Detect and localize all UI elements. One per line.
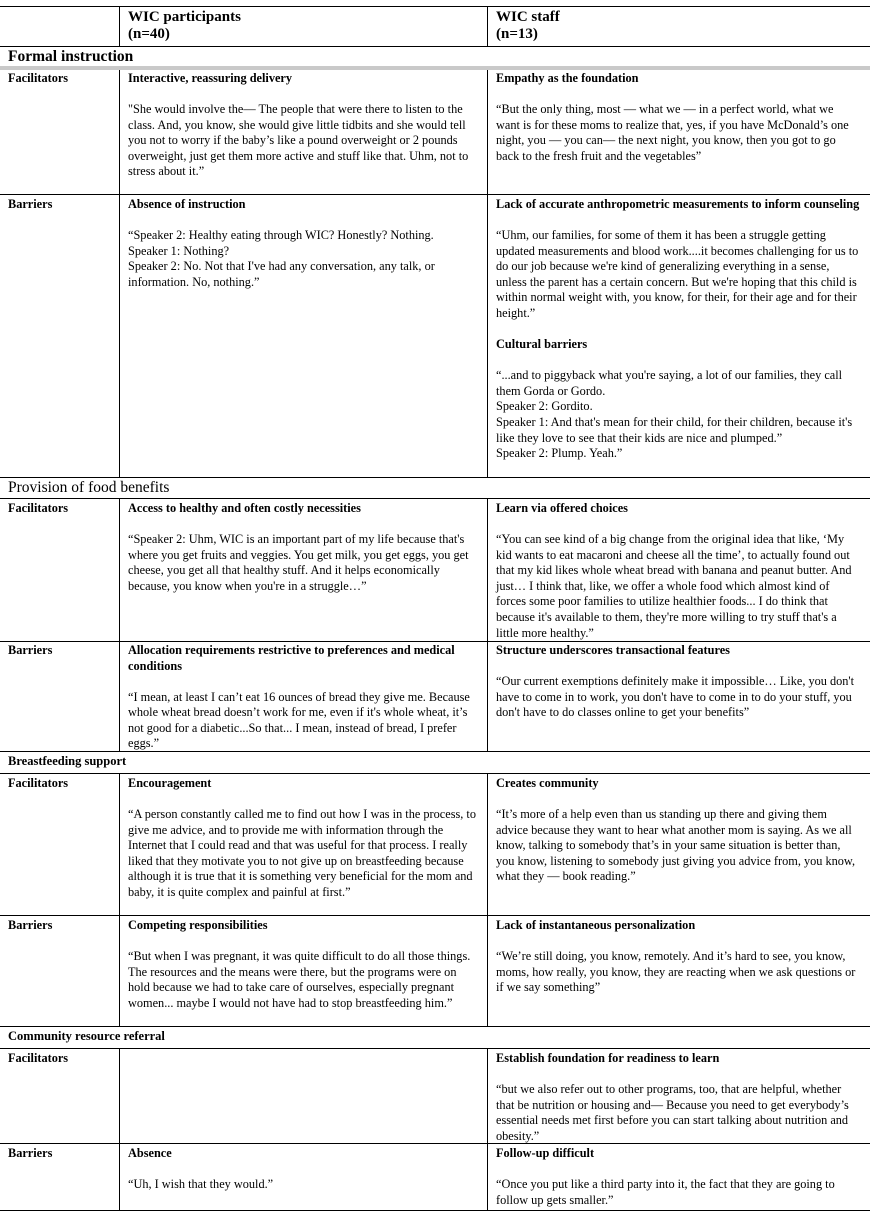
quote-line: Speaker 2: Gordito. bbox=[496, 399, 593, 414]
rule bbox=[0, 477, 870, 478]
quote: “It’s more of a help even than us standing up there and giving them advice because they want to hear what another mom is saying. As we all know, talking to somebody that’s in your same situation is better than, you know, listening to somebody just giving you advice from, you know, what they — book reading.” bbox=[496, 807, 856, 884]
quote: “Uh, I wish that they would.” bbox=[128, 1177, 274, 1192]
theme: Encouragement bbox=[128, 776, 212, 790]
quote bbox=[496, 368, 860, 462]
cell-formal-fac-staff bbox=[496, 71, 860, 164]
theme: Absence bbox=[128, 1146, 172, 1160]
rule bbox=[0, 498, 870, 499]
section-title-formal: Formal instruction bbox=[8, 48, 134, 65]
cell-formal-bar-staff bbox=[496, 197, 860, 462]
cell-breast-fac-staff bbox=[496, 776, 860, 885]
header-participants-title: WIC participants bbox=[128, 9, 241, 25]
col-divider bbox=[487, 498, 488, 751]
cell-community-bar-participants bbox=[128, 1146, 478, 1193]
theme: Lack of instantaneous personalization bbox=[496, 918, 696, 932]
rule bbox=[0, 1048, 870, 1049]
cell-formal-bar-participants bbox=[128, 197, 478, 290]
theme: Empathy as the foundation bbox=[496, 71, 639, 85]
section-title-breastfeeding: Breastfeeding support bbox=[8, 754, 127, 768]
cell-breast-bar-staff bbox=[496, 918, 860, 996]
section-title-community: Community resource referral bbox=[8, 1029, 165, 1043]
col-divider bbox=[119, 1048, 120, 1210]
header-staff bbox=[496, 9, 560, 43]
row-label-facilitators: Facilitators bbox=[8, 501, 69, 515]
row-label-facilitators: Facilitators bbox=[8, 776, 69, 790]
col-divider bbox=[119, 773, 120, 1026]
quote: “But the only thing, most — what we — in a perfect world, what we want is for these moms to realize that, yes, if you have McDonald’s one night, you — you can— the next night, you know, then you got to go back to the fresh fruit and the vegetables” bbox=[496, 102, 849, 163]
col-divider bbox=[487, 6, 488, 46]
quote-line: Speaker 1: And that's mean for their child, for their children, because it's like they love to see that their kids are nice and plumped.” bbox=[496, 415, 853, 445]
cell-food-bar-participants bbox=[128, 643, 478, 752]
row-label-barriers: Barriers bbox=[8, 643, 53, 657]
rule-top bbox=[0, 6, 870, 7]
rule-bottom bbox=[0, 1210, 870, 1211]
row-label-barriers: Barriers bbox=[8, 918, 53, 932]
col-divider bbox=[119, 6, 120, 46]
quote: “but we also refer out to other programs, too, that are helpful, whether that be nutrition or housing and— Because you need to get everybody’s essential needs met first before you can start talking about nutrition and obesity.” bbox=[496, 1082, 849, 1143]
quote-line: “...and to piggyback what you're saying, a lot of our families, they call them Gorda or Gordo. bbox=[496, 368, 843, 398]
cell-formal-fac-participants bbox=[128, 71, 478, 180]
theme: Follow-up difficult bbox=[496, 1146, 595, 1160]
section-title-food: Provision of food benefits bbox=[8, 479, 170, 496]
quote-line: Speaker 2: Plump. Yeah.” bbox=[496, 446, 623, 461]
cell-food-fac-participants bbox=[128, 501, 478, 594]
col-divider bbox=[487, 1048, 488, 1210]
cell-breast-fac-participants bbox=[128, 776, 478, 901]
cell-community-fac-staff bbox=[496, 1051, 860, 1144]
cell-community-bar-staff bbox=[496, 1146, 860, 1208]
quote-line: Speaker 1: Nothing? bbox=[128, 243, 230, 258]
theme: Access to healthy and often costly necessities bbox=[128, 501, 361, 515]
col-divider bbox=[487, 773, 488, 1026]
quote: “We’re still doing, you know, remotely. And it’s hard to see, you know, moms, how really, you know, they are reacting when we ask questions or if we say something” bbox=[496, 949, 856, 995]
theme: Structure underscores transactional features bbox=[496, 643, 730, 657]
header-staff-title: WIC staff bbox=[496, 9, 560, 25]
theme: Establish foundation for readiness to learn bbox=[496, 1051, 720, 1065]
theme: Learn via offered choices bbox=[496, 501, 628, 515]
theme: Interactive, reassuring delivery bbox=[128, 71, 293, 85]
quote: “I mean, at least I can’t eat 16 ounces of bread they give me. Because whole wheat bread doesn’t work for me, even if it's whole wheat, it’s not good for a diabetic...So that... I mean, instead of bread, I prefer eggs.” bbox=[128, 689, 470, 751]
rule bbox=[0, 773, 870, 774]
header-participants bbox=[128, 9, 241, 43]
theme: Lack of accurate anthropometric measurements to inform counseling bbox=[496, 197, 860, 211]
quote: “Our current exemptions definitely make it impossible… Like, you don't have to come in to work, you don't have to come in to do your stuff, you don't have to do classes online to get your benefits” bbox=[496, 674, 855, 720]
row-label-barriers: Barriers bbox=[8, 197, 53, 211]
cell-food-fac-staff bbox=[496, 501, 860, 641]
theme: Cultural barriers bbox=[496, 337, 588, 352]
rule bbox=[0, 1026, 870, 1027]
header-staff-n: (n=13) bbox=[496, 26, 538, 42]
theme: Allocation requirements restrictive to preferences and medical conditions bbox=[128, 643, 455, 673]
header-participants-n: (n=40) bbox=[128, 26, 170, 42]
theme: Creates community bbox=[496, 776, 599, 790]
quote: “Once you put like a third party into it, the fact that they are going to follow up gets smaller.” bbox=[496, 1177, 835, 1207]
quote: "She would involve the— The people that were there to listen to the class. And, you know, she would give little tidbits and she would tell you not to worry if the baby’s like a pound overweight or 2 pounds overweight, just get them more active and stuff like that. Uhm, not to stress about it.” bbox=[128, 102, 469, 179]
row-label-facilitators: Facilitators bbox=[8, 71, 69, 85]
rule bbox=[0, 194, 870, 195]
rule-formal-shade bbox=[0, 66, 870, 70]
col-divider bbox=[119, 70, 120, 477]
col-divider bbox=[119, 498, 120, 751]
quote: “You can see kind of a big change from the original idea that like, ‘My kid wants to eat macaroni and cheese all the time’, to actually found out that my kid likes whole wheat bread with banana and peanut butter. And just… I think that, like, we offer a whole food which almost kind of forces some poor families to utilize healthier foods... I do think that because it's available to them, they're more willing to try stuff that's a little more healthy.” bbox=[496, 532, 852, 640]
cell-food-bar-staff bbox=[496, 643, 860, 721]
rule-header-bottom bbox=[0, 46, 870, 47]
theme: Competing responsibilities bbox=[128, 918, 268, 932]
quote: “Speaker 2: Uhm, WIC is an important part of my life because that's where you get fruits and veggies. You get milk, you get eggs, you get cheese, you get all that healthy stuff. And it helps economically because, you know when you're in a struggle…” bbox=[128, 532, 469, 593]
quote-line: Speaker 2: No. Not that I've had any conversation, any talk, or information. No, nothing.” bbox=[128, 259, 435, 289]
row-label-barriers: Barriers bbox=[8, 1146, 53, 1160]
theme: Absence of instruction bbox=[128, 197, 246, 211]
quote: “Uhm, our families, for some of them it has been a struggle getting updated measurements and blood work....it becomes challenging for us to do our job because we're kind of generalizing everything in a sense, unless the parent has a certain concern. But we're hoping that this child is within normal weight with, you know, for their, for their age and for their height.” bbox=[496, 228, 859, 321]
quote-line: “Speaker 2: Healthy eating through WIC? Honestly? Nothing. bbox=[128, 228, 434, 243]
cell-breast-bar-participants bbox=[128, 918, 478, 1011]
col-divider bbox=[487, 70, 488, 477]
rule bbox=[0, 915, 870, 916]
quote bbox=[128, 228, 478, 290]
quote: “But when I was pregnant, it was quite difficult to do all those things. The resources and the means were there, but the programs were on hold because we had to take care of ourselves, especially pregnant women... maybe I would not have had to stop breastfeeding him.” bbox=[128, 949, 471, 1010]
row-label-facilitators: Facilitators bbox=[8, 1051, 69, 1065]
quote: “A person constantly called me to find out how I was in the process, to give me advice, and to provide me with information through the Internet that I could read and that was useful for that process. I really liked that they motivate you to not give up on breastfeeding because although it is true that it is something very beneficial for the mom and baby, it is quite complex and painful at first.” bbox=[128, 807, 476, 900]
